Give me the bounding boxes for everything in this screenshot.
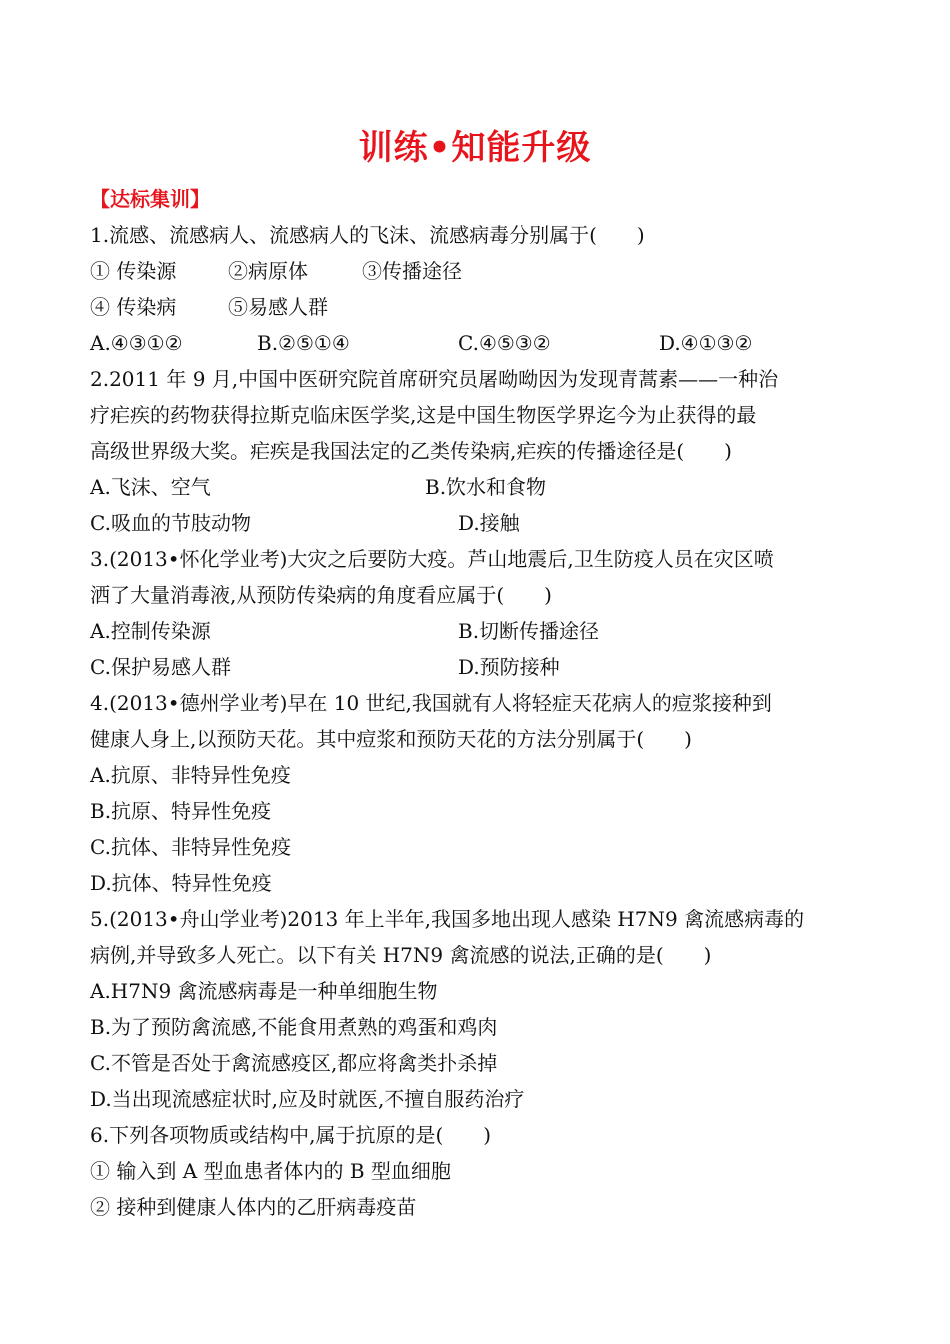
question-1-item: ②病原体 bbox=[228, 259, 308, 283]
option-b: B.为了预防禽流感,不能食用煮熟的鸡蛋和鸡肉 bbox=[90, 1015, 498, 1039]
question-2-stem-line: 高级世界级大奖。疟疾是我国法定的乙类传染病,疟疾的传播途径是( ) bbox=[90, 439, 732, 463]
option-d: D.当出现流感症状时,应及时就医,不擅自服药治疗 bbox=[90, 1087, 525, 1111]
option-a: A.H7N9 禽流感病毒是一种单细胞生物 bbox=[90, 979, 438, 1003]
question-1-items-line-1 bbox=[90, 253, 870, 289]
question-3-options-row-2 bbox=[90, 649, 870, 685]
question-6 bbox=[90, 1117, 870, 1225]
question-1-options bbox=[90, 325, 870, 361]
option-c: C.不管是否处于禽流感疫区,都应将禽类扑杀掉 bbox=[90, 1051, 498, 1075]
question-1-items-line-2 bbox=[90, 289, 870, 325]
question-5 bbox=[90, 901, 870, 1117]
question-5-stem-line: 5.(2013•舟山学业考)2013 年上半年,我国多地出现人感染 H7N9 禽流感病毒的 bbox=[90, 907, 805, 931]
option-c: C.抗体、非特异性免疫 bbox=[90, 835, 291, 859]
option-d: D.预防接种 bbox=[458, 655, 560, 679]
question-1 bbox=[90, 217, 870, 361]
question-1-item: ① 传染源 bbox=[90, 259, 177, 283]
question-2-stem-line: 疗疟疾的药物获得拉斯克临床医学奖,这是中国生物医学界迄今为止获得的最 bbox=[90, 403, 757, 427]
exercise-content bbox=[90, 181, 870, 1225]
option-c: C.保护易感人群 bbox=[90, 655, 231, 679]
option-b: B.饮水和食物 bbox=[425, 475, 547, 499]
question-4 bbox=[90, 685, 870, 901]
question-2 bbox=[90, 361, 870, 541]
option-a: A.④③①② bbox=[90, 331, 183, 355]
option-b: B.抗原、特异性免疫 bbox=[90, 799, 272, 823]
option-c: C.④⑤③② bbox=[458, 331, 551, 355]
question-4-stem-line: 健康人身上,以预防天花。其中痘浆和预防天花的方法分别属于( ) bbox=[90, 727, 692, 751]
question-3-stem-line: 3.(2013•怀化学业考)大灾之后要防大疫。芦山地震后,卫生防疫人员在灾区喷 bbox=[90, 547, 774, 571]
option-d: D.抗体、特异性免疫 bbox=[90, 871, 272, 895]
option-b: B.切断传播途径 bbox=[458, 619, 600, 643]
question-1-item: ⑤易感人群 bbox=[228, 295, 328, 319]
option-d: D.④①③② bbox=[659, 331, 753, 355]
question-6-stem: 6.下列各项物质或结构中,属于抗原的是( ) bbox=[90, 1123, 492, 1147]
question-1-item: ③传播途径 bbox=[362, 259, 462, 283]
question-1-stem: 1.流感、流感病人、流感病人的飞沫、流感病毒分别属于( ) bbox=[90, 223, 645, 247]
question-3-options-row-1 bbox=[90, 613, 870, 649]
question-5-stem-line: 病例,并导致多人死亡。以下有关 H7N9 禽流感的说法,正确的是( ) bbox=[90, 943, 712, 967]
option-d: D.接触 bbox=[458, 511, 520, 535]
option-a: A.抗原、非特异性免疫 bbox=[90, 763, 291, 787]
question-1-item: ④ 传染病 bbox=[90, 295, 177, 319]
question-6-item: ② 接种到健康人体内的乙肝病毒疫苗 bbox=[90, 1195, 417, 1219]
option-a: A.飞沫、空气 bbox=[90, 475, 211, 499]
question-6-item: ① 输入到 A 型血患者体内的 B 型血细胞 bbox=[90, 1159, 451, 1183]
question-3-stem-line: 洒了大量消毒液,从预防传染病的角度看应属于( ) bbox=[90, 583, 552, 607]
page-title: 训练•知能升级 bbox=[358, 128, 592, 168]
question-2-options-row-1 bbox=[90, 469, 870, 505]
section-heading: 【达标集训】 bbox=[90, 187, 210, 211]
option-c: C.吸血的节肢动物 bbox=[90, 511, 251, 535]
option-a: A.控制传染源 bbox=[90, 619, 211, 643]
question-2-stem-line: 2.2011 年 9 月,中国中医研究院首席研究员屠呦呦因为发现青蒿素——一种治 bbox=[90, 367, 779, 391]
option-b: B.②⑤①④ bbox=[257, 331, 350, 355]
question-2-options-row-2 bbox=[90, 505, 870, 541]
question-3 bbox=[90, 541, 870, 685]
question-4-stem-line: 4.(2013•德州学业考)早在 10 世纪,我国就有人将轻症天花病人的痘浆接种到 bbox=[90, 691, 772, 715]
